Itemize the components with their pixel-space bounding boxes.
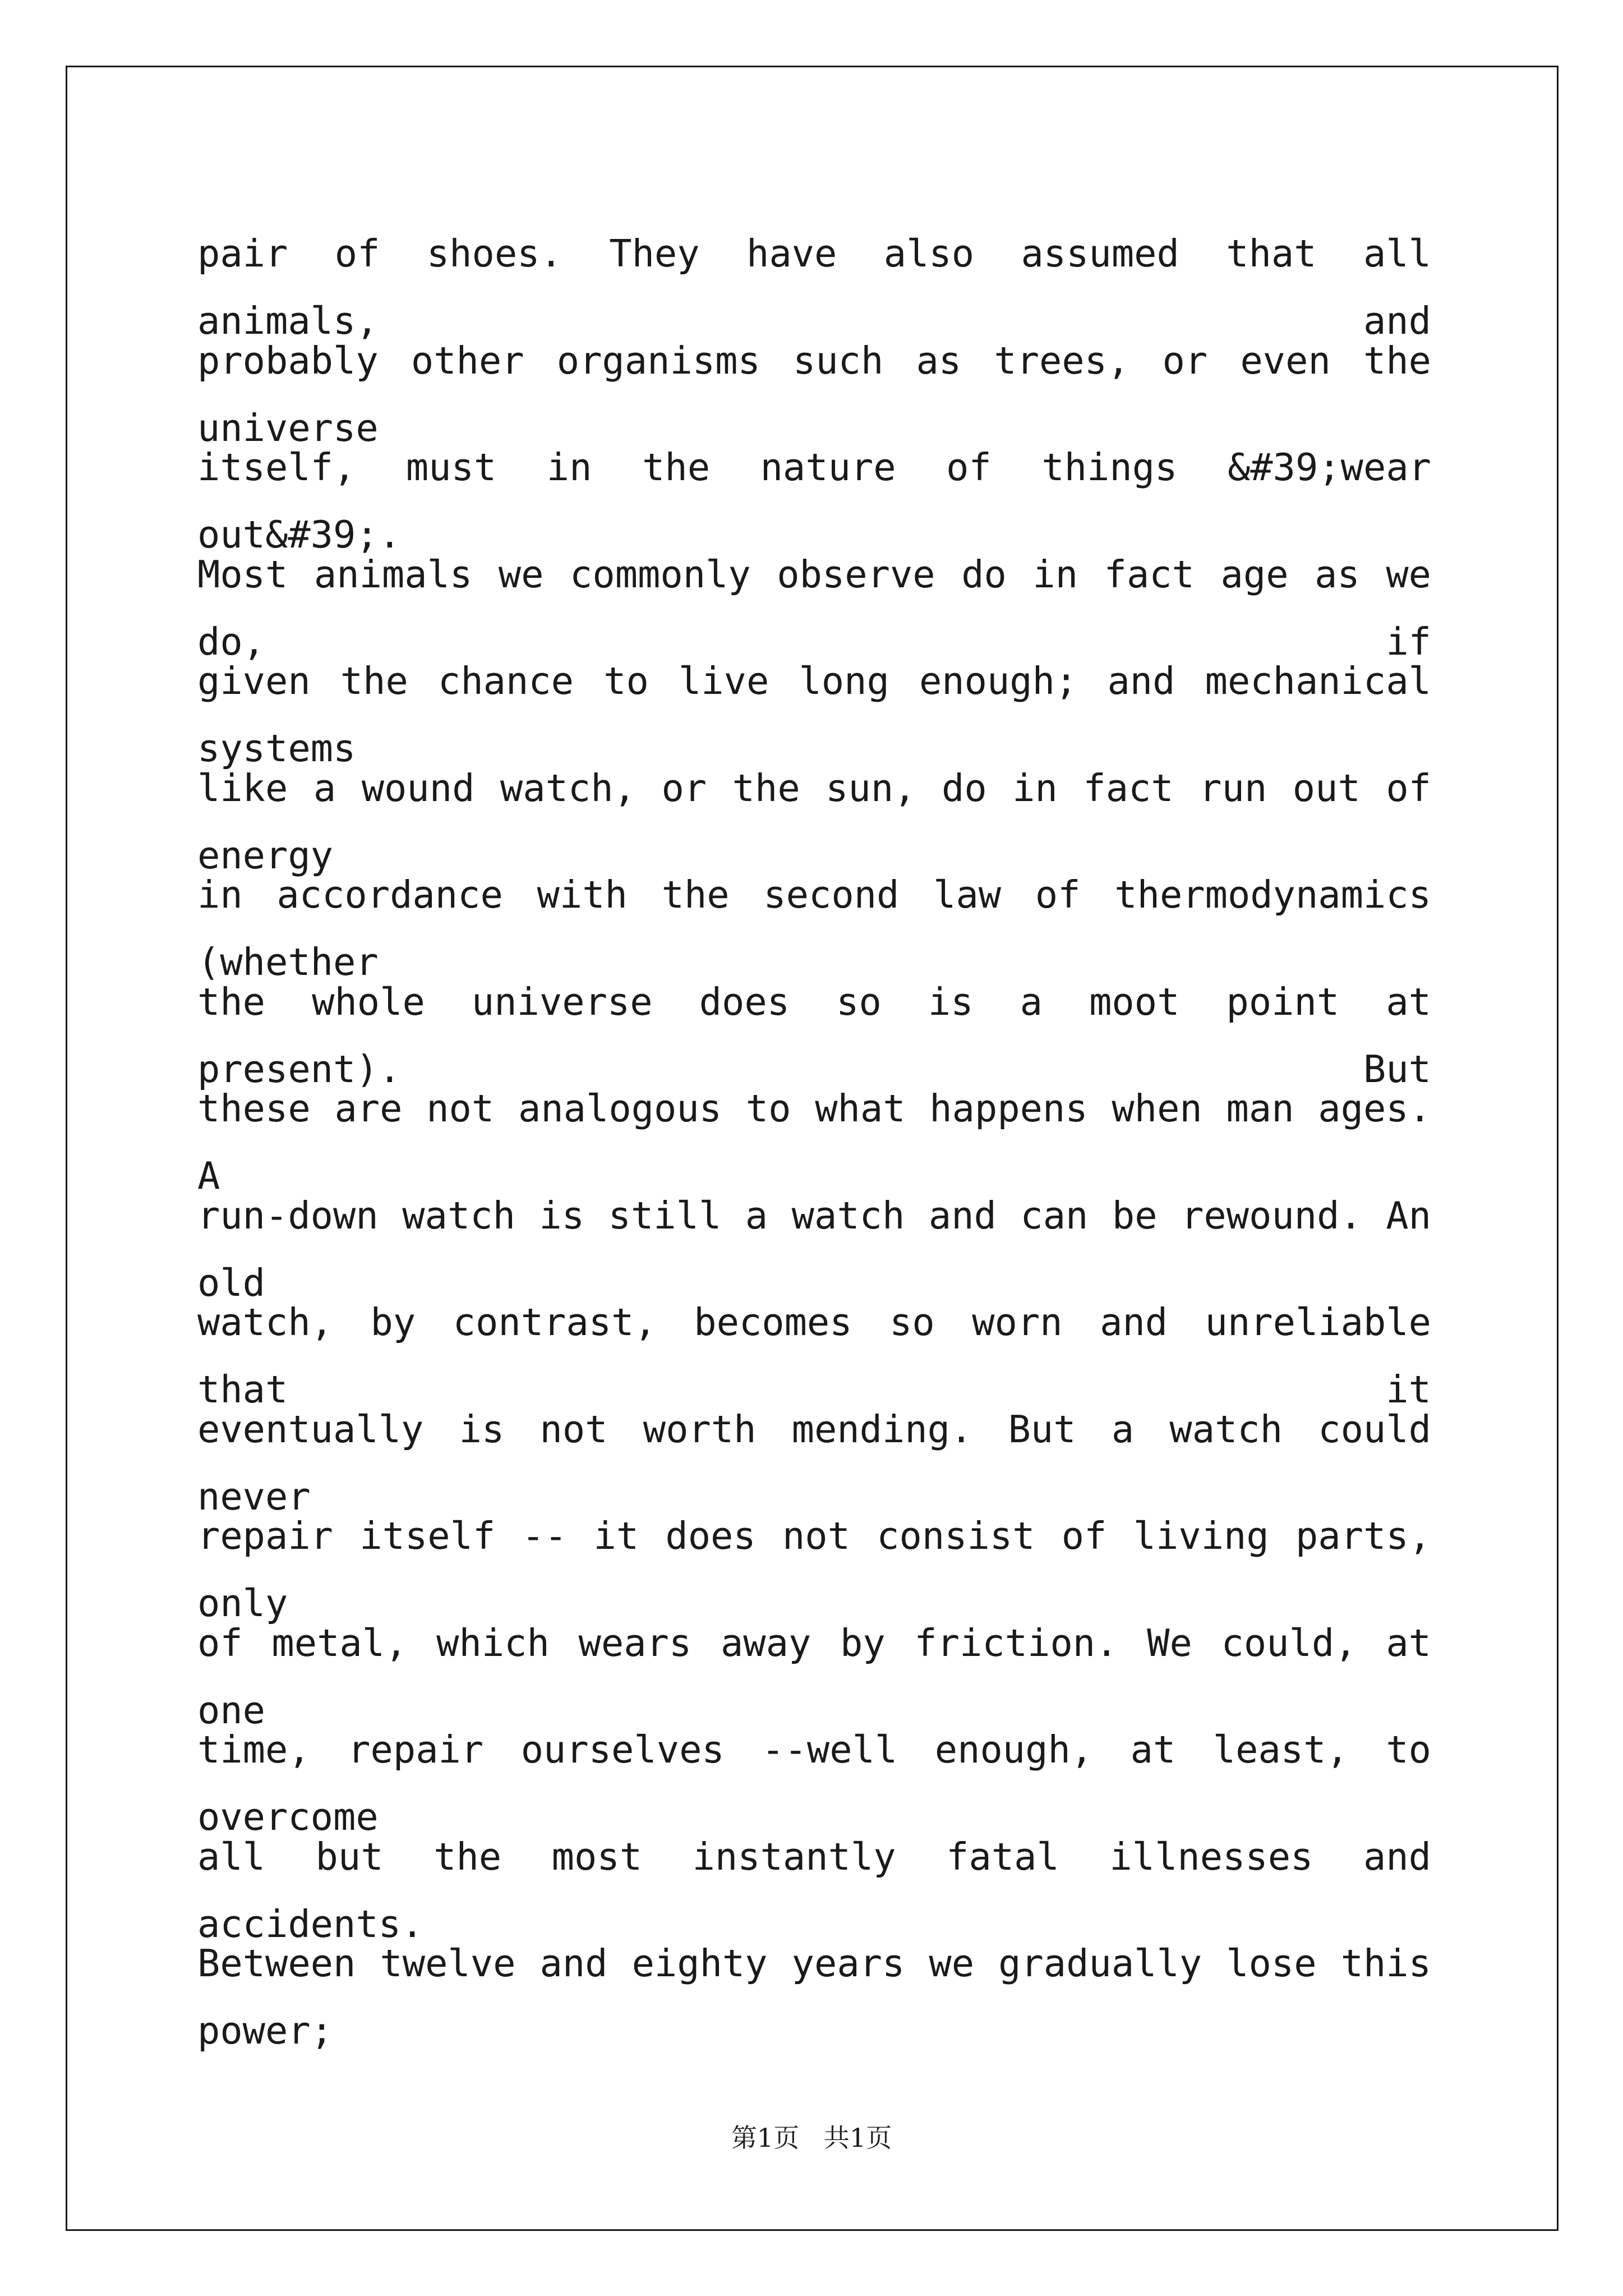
text-line: all but the most instantly fatal illnesses and accidents. (197, 1834, 1431, 1946)
text-line: itself, must in the nature of things &#39;wear out&#39;. (197, 445, 1431, 556)
text-line: in accordance with the second law of thermodynamics (whether (197, 873, 1431, 984)
text-line: these are not analogous to what happens when man ages. A (197, 1087, 1431, 1198)
text-line: time, repair ourselves --well enough, at least, to overcome (197, 1728, 1431, 1839)
text-line: probably other organisms such as trees, or even the universe (197, 338, 1431, 450)
text-line: like a wound watch, or the sun, do in fact run out of energy (197, 766, 1431, 877)
text-line: Between twelve and eighty years we gradually lose this power; (197, 1941, 1431, 2053)
text-line: repair itself -- it does not consist of living parts, only (197, 1514, 1431, 1625)
text-line: watch, by contrast, becomes so worn and unreliable that it (197, 1300, 1431, 1411)
text-line: given the chance to live long enough; and mechanical systems (197, 659, 1431, 770)
text-line: run-down watch is still a watch and can be rewound. An old (197, 1193, 1431, 1305)
body-text (197, 220, 1431, 2053)
page-footer: 第1页 共1页 (731, 2123, 892, 2153)
text-line: of metal, which wears away by friction. We could, at one (197, 1621, 1431, 1732)
text-line: pair of shoes. They have also assumed that all animals, and (197, 232, 1431, 343)
text-line: the whole universe does so is a moot point at present). But (197, 979, 1431, 1091)
text-line: eventually is not worth mending. But a watch could never (197, 1407, 1431, 1519)
text-line: Most animals we commonly observe do in fact age as we do, if (197, 552, 1431, 664)
